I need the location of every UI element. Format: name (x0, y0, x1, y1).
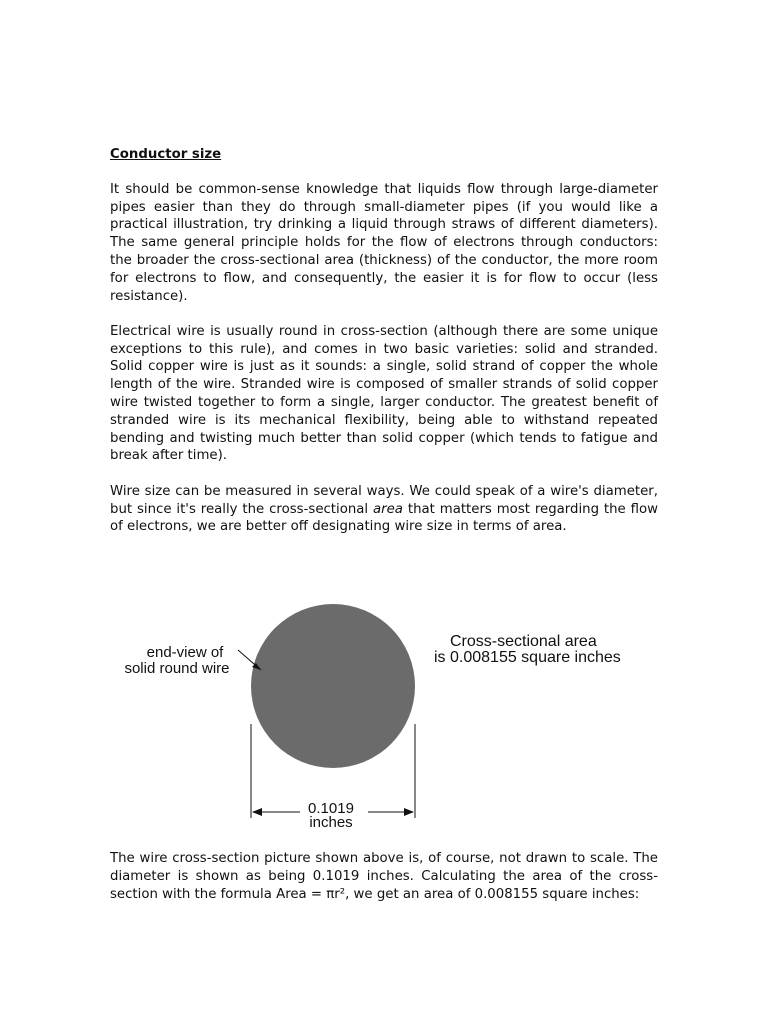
wire-cross-section-figure (110, 604, 658, 836)
document-body (110, 146, 658, 536)
dimension-arrow-right (404, 808, 414, 816)
paragraph-4: The wire cross-section picture shown above is, of course, not drawn to scale. The diameter is shown as being 0.1019 inches. Calculating the area of the cross-section with the formula Area = πr², we get an area of 0.008155 square inches: (110, 851, 658, 902)
label-line-2: solid round wire (124, 660, 230, 677)
wire-diagram (110, 604, 658, 836)
paragraph-2: Electrical wire is usually round in cross-section (although there are some unique exceptions to this rule), and comes in two basic varieties: solid and stranded. Solid copper wire is just as it sounds: a single, solid strand of copper the whole length of the wire. Stranded wire is composed of smaller strands of solid copper wire twisted together to form a single, larger conductor. The greatest benefit of stranded wire is its mechanical flexibility, being able to withstand repeated bending and twisting much better than solid copper (which tends to fatigue and break after time). (110, 323, 658, 464)
area-line-1: Cross-sectional area (450, 633, 597, 650)
label-line-1: end-view of (146, 644, 224, 661)
paragraph-3-part-2: that matters most regarding the flow of electrons, we are better off designating wire size in terms of area. (110, 501, 658, 535)
area-line-2: is 0.008155 square inches (434, 649, 621, 666)
section-heading: Conductor size (110, 147, 222, 162)
dimension-arrow-left (252, 808, 262, 816)
paragraph-3-emphasis: area (373, 501, 403, 517)
paragraph-3-part-1: Wire size can be measured in several ways. We could speak of a wire's diameter, but since it's really the cross-sectional (110, 483, 658, 517)
wire-end-view (251, 604, 415, 768)
dimension-value: 0.1019 (308, 800, 354, 817)
dimension-unit: inches (309, 814, 353, 831)
paragraph-3 (110, 483, 658, 536)
paragraph-1: It should be common-sense knowledge that liquids flow through large-diameter pipes easier than they do through small-diameter pipes (if you would like a practical illustration, try drinking a liquid through straws of different diameters). The same general principle holds for the flow of electrons through conductors: the broader the cross-sectional area (thickness) of the conductor, the more room for electrons to flow, and consequently, the easier it is for flow to occur (less resistance). (110, 181, 658, 304)
